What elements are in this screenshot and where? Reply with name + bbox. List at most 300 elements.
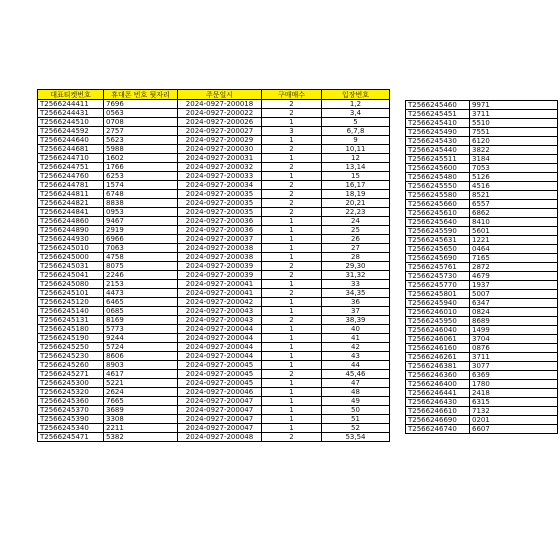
cell-phone-last-digits[interactable]: 3689 [104, 406, 178, 415]
cell-order-datetime[interactable]: 2024-0927-200035 [178, 190, 262, 199]
cell-ticket-number[interactable]: T2566246360 [406, 371, 470, 380]
cell-entry-number[interactable]: 6,7,8 [322, 127, 390, 136]
table-row [406, 353, 558, 362]
cell-phone-last-digits[interactable]: 7551 [470, 128, 558, 137]
cell-ticket-number[interactable]: T2566245010 [38, 244, 104, 253]
cell-purchase-count[interactable]: 2 [262, 181, 322, 190]
cell-phone-last-digits[interactable]: 6120 [470, 137, 558, 146]
cell-phone-last-digits[interactable]: 4617 [104, 370, 178, 379]
cell-ticket-number[interactable]: T2566245610 [406, 209, 470, 218]
cell-purchase-count[interactable]: 2 [262, 433, 322, 442]
cell-entry-number[interactable]: 13,14 [322, 163, 390, 172]
cell-ticket-number[interactable]: T2566244930 [38, 235, 104, 244]
cell-ticket-number[interactable]: T2566245770 [406, 281, 470, 290]
cell-purchase-count[interactable]: 2 [262, 190, 322, 199]
cell-entry-number[interactable]: 10,11 [322, 145, 390, 154]
cell-ticket-number[interactable]: T2566245140 [38, 307, 104, 316]
cell-purchase-count[interactable]: 1 [262, 298, 322, 307]
table-row [38, 379, 390, 388]
cell-order-datetime[interactable]: 2024-0927-200035 [178, 199, 262, 208]
cell-purchase-count[interactable]: 1 [262, 406, 322, 415]
cell-ticket-number[interactable]: T2566245451 [406, 110, 470, 119]
cell-phone-last-digits[interactable]: 7165 [470, 254, 558, 263]
cell-phone-last-digits[interactable]: 1221 [470, 236, 558, 245]
table-row [38, 190, 390, 199]
table-row [38, 244, 390, 253]
table-row [406, 272, 558, 281]
cell-purchase-count[interactable]: 1 [262, 253, 322, 262]
cell-ticket-number[interactable]: T2566244760 [38, 172, 104, 181]
cell-phone-last-digits[interactable]: 7063 [104, 244, 178, 253]
table-row [406, 344, 558, 353]
cell-phone-last-digits[interactable]: 3711 [470, 353, 558, 362]
cell-phone-last-digits[interactable]: 8606 [104, 352, 178, 361]
table-row [38, 316, 390, 325]
cell-phone-last-digits[interactable]: 5988 [104, 145, 178, 154]
cell-phone-last-digits[interactable]: 8521 [470, 191, 558, 200]
table-row [38, 406, 390, 415]
cell-order-datetime[interactable]: 2024-0927-200038 [178, 244, 262, 253]
cell-phone-last-digits[interactable]: 6748 [104, 190, 178, 199]
cell-ticket-number[interactable]: T2566244681 [38, 145, 104, 154]
cell-phone-last-digits[interactable]: 6862 [470, 209, 558, 218]
cell-entry-number[interactable]: 22,23 [322, 208, 390, 217]
cell-phone-last-digits[interactable]: 0953 [104, 208, 178, 217]
cell-entry-number[interactable]: 12 [322, 154, 390, 163]
cell-ticket-number[interactable]: T2566246381 [406, 362, 470, 371]
cell-purchase-count[interactable]: 1 [262, 172, 322, 181]
table-row [406, 416, 558, 425]
cell-phone-last-digits[interactable]: 6607 [470, 425, 558, 434]
cell-purchase-count[interactable]: 1 [262, 388, 322, 397]
cell-ticket-number[interactable]: T2566245230 [38, 352, 104, 361]
cell-purchase-count[interactable]: 1 [262, 352, 322, 361]
cell-ticket-number[interactable]: T2566245190 [38, 334, 104, 343]
cell-phone-last-digits[interactable]: 8903 [104, 361, 178, 370]
cell-ticket-number[interactable]: T2566245761 [406, 263, 470, 272]
cell-ticket-number[interactable]: T2566245410 [406, 119, 470, 128]
cell-ticket-number[interactable]: T2566245320 [38, 388, 104, 397]
cell-ticket-number[interactable]: T2566245480 [406, 173, 470, 182]
table-row [38, 154, 390, 163]
cell-entry-number[interactable]: 29,30 [322, 262, 390, 271]
cell-phone-last-digits[interactable]: 7696 [104, 100, 178, 109]
cell-purchase-count[interactable]: 2 [262, 100, 322, 109]
cell-phone-last-digits[interactable]: 8689 [470, 317, 558, 326]
cell-ticket-number[interactable]: T2566246690 [406, 416, 470, 425]
cell-phone-last-digits[interactable]: 2919 [104, 226, 178, 235]
cell-entry-number[interactable]: 45,46 [322, 370, 390, 379]
cell-purchase-count[interactable]: 2 [262, 109, 322, 118]
cell-phone-last-digits[interactable]: 0464 [470, 245, 558, 254]
cell-ticket-number[interactable]: T2566244751 [38, 163, 104, 172]
cell-order-datetime[interactable]: 2024-0927-200047 [178, 415, 262, 424]
cell-entry-number[interactable]: 20,21 [322, 199, 390, 208]
cell-phone-last-digits[interactable]: 1602 [104, 154, 178, 163]
cell-purchase-count[interactable]: 1 [262, 361, 322, 370]
cell-order-datetime[interactable]: 2024-0927-200044 [178, 343, 262, 352]
cell-phone-last-digits[interactable]: 4516 [470, 182, 558, 191]
header-purchase-count[interactable]: 구매매수 [262, 90, 322, 100]
cell-ticket-number[interactable]: T2566246430 [406, 398, 470, 407]
table-row [38, 127, 390, 136]
cell-phone-last-digits[interactable]: 6557 [470, 200, 558, 209]
cell-ticket-number[interactable]: T2566245031 [38, 262, 104, 271]
table-row [406, 407, 558, 416]
cell-entry-number[interactable]: 3,4 [322, 109, 390, 118]
cell-order-datetime[interactable]: 2024-0927-200041 [178, 289, 262, 298]
cell-ticket-number[interactable]: T2566245590 [406, 227, 470, 236]
cell-phone-last-digits[interactable]: 3704 [470, 335, 558, 344]
cell-phone-last-digits[interactable]: 5126 [470, 173, 558, 182]
cell-entry-number[interactable]: 37 [322, 307, 390, 316]
table-row [406, 371, 558, 380]
cell-phone-last-digits[interactable]: 4758 [104, 253, 178, 262]
cell-purchase-count[interactable]: 2 [262, 163, 322, 172]
cell-phone-last-digits[interactable]: 5724 [104, 343, 178, 352]
cell-order-datetime[interactable]: 2024-0927-200029 [178, 136, 262, 145]
cell-ticket-number[interactable]: T2566245080 [38, 280, 104, 289]
cell-purchase-count[interactable]: 2 [262, 208, 322, 217]
table-row [38, 289, 390, 298]
cell-ticket-number[interactable]: T2566246160 [406, 344, 470, 353]
cell-phone-last-digits[interactable]: 8410 [470, 218, 558, 227]
cell-ticket-number[interactable]: T2566245550 [406, 182, 470, 191]
cell-ticket-number[interactable]: T2566245260 [38, 361, 104, 370]
cell-ticket-number[interactable]: T2566245580 [406, 191, 470, 200]
cell-ticket-number[interactable]: T2566245000 [38, 253, 104, 262]
cell-phone-last-digits[interactable]: 5221 [104, 379, 178, 388]
table-row [406, 398, 558, 407]
cell-phone-last-digits[interactable]: 7053 [470, 164, 558, 173]
cell-phone-last-digits[interactable]: 6966 [104, 235, 178, 244]
cell-order-datetime[interactable]: 2024-0927-200043 [178, 307, 262, 316]
cell-ticket-number[interactable]: T2566244710 [38, 154, 104, 163]
cell-ticket-number[interactable]: T2566245101 [38, 289, 104, 298]
table-row [406, 326, 558, 335]
cell-ticket-number[interactable]: T2566245631 [406, 236, 470, 245]
cell-phone-last-digits[interactable]: 6347 [470, 299, 558, 308]
cell-phone-last-digits[interactable]: 6465 [104, 298, 178, 307]
cell-ticket-number[interactable]: T2566246610 [406, 407, 470, 416]
cell-order-datetime[interactable]: 2024-0927-200042 [178, 298, 262, 307]
header-order-datetime[interactable]: 주문일시 [178, 90, 262, 100]
cell-ticket-number[interactable]: T2566245950 [406, 317, 470, 326]
cell-ticket-number[interactable]: T2566245730 [406, 272, 470, 281]
cell-purchase-count[interactable]: 2 [262, 262, 322, 271]
cell-order-datetime[interactable]: 2024-0927-200045 [178, 370, 262, 379]
cell-entry-number[interactable]: 50 [322, 406, 390, 415]
cell-ticket-number[interactable]: T2566245300 [38, 379, 104, 388]
cell-ticket-number[interactable]: T2566245271 [38, 370, 104, 379]
cell-order-datetime[interactable]: 2024-0927-200027 [178, 127, 262, 136]
cell-order-datetime[interactable]: 2024-0927-200047 [178, 397, 262, 406]
cell-phone-last-digits[interactable]: 3822 [470, 146, 558, 155]
cell-phone-last-digits[interactable]: 2872 [470, 263, 558, 272]
cell-ticket-number[interactable]: T2566244411 [38, 100, 104, 109]
cell-entry-number[interactable]: 9 [322, 136, 390, 145]
cell-purchase-count[interactable]: 1 [262, 415, 322, 424]
cell-phone-last-digits[interactable]: 6315 [470, 398, 558, 407]
cell-order-datetime[interactable]: 2024-0927-200036 [178, 217, 262, 226]
cell-entry-number[interactable]: 48 [322, 388, 390, 397]
cell-order-datetime[interactable]: 2024-0927-200048 [178, 433, 262, 442]
cell-purchase-count[interactable]: 1 [262, 334, 322, 343]
table-row [406, 200, 558, 209]
cell-entry-number[interactable]: 25 [322, 226, 390, 235]
cell-phone-last-digits[interactable]: 8838 [104, 199, 178, 208]
cell-purchase-count[interactable]: 1 [262, 307, 322, 316]
cell-phone-last-digits[interactable]: 1499 [470, 326, 558, 335]
cell-phone-last-digits[interactable]: 2153 [104, 280, 178, 289]
cell-phone-last-digits[interactable]: 7665 [104, 397, 178, 406]
cell-ticket-number[interactable]: T2566244640 [38, 136, 104, 145]
cell-ticket-number[interactable]: T2566245370 [38, 406, 104, 415]
cell-order-datetime[interactable]: 2024-0927-200037 [178, 235, 262, 244]
header-phone-last-digits[interactable]: 휴대폰 번호 뒷자리 [104, 90, 178, 100]
cell-phone-last-digits[interactable]: 2757 [104, 127, 178, 136]
cell-order-datetime[interactable]: 2024-0927-200036 [178, 226, 262, 235]
cell-ticket-number[interactable]: T2566246261 [406, 353, 470, 362]
cell-order-datetime[interactable]: 2024-0927-200032 [178, 163, 262, 172]
cell-purchase-count[interactable]: 2 [262, 199, 322, 208]
cell-ticket-number[interactable]: T2566244811 [38, 190, 104, 199]
cell-ticket-number[interactable]: T2566245131 [38, 316, 104, 325]
cell-ticket-number[interactable]: T2566244431 [38, 109, 104, 118]
cell-entry-number[interactable]: 42 [322, 343, 390, 352]
cell-order-datetime[interactable]: 2024-0927-200034 [178, 181, 262, 190]
cell-ticket-number[interactable]: T2566245660 [406, 200, 470, 209]
cell-entry-number[interactable]: 28 [322, 253, 390, 262]
cell-ticket-number[interactable]: T2566245390 [38, 415, 104, 424]
cell-purchase-count[interactable]: 1 [262, 325, 322, 334]
cell-order-datetime[interactable]: 2024-0927-200018 [178, 100, 262, 109]
cell-purchase-count[interactable]: 2 [262, 145, 322, 154]
cell-ticket-number[interactable]: T2566244821 [38, 199, 104, 208]
cell-entry-number[interactable]: 41 [322, 334, 390, 343]
cell-entry-number[interactable]: 43 [322, 352, 390, 361]
cell-entry-number[interactable]: 18,19 [322, 190, 390, 199]
table-row [38, 217, 390, 226]
cell-entry-number[interactable]: 27 [322, 244, 390, 253]
cell-ticket-number[interactable]: T2566244841 [38, 208, 104, 217]
cell-phone-last-digits[interactable]: 0708 [104, 118, 178, 127]
cell-ticket-number[interactable]: T2566244592 [38, 127, 104, 136]
cell-ticket-number[interactable]: T2566244860 [38, 217, 104, 226]
cell-phone-last-digits[interactable]: 5382 [104, 433, 178, 442]
cell-phone-last-digits[interactable]: 2624 [104, 388, 178, 397]
cell-purchase-count[interactable]: 1 [262, 244, 322, 253]
cell-purchase-count[interactable]: 2 [262, 316, 322, 325]
cell-entry-number[interactable]: 31,32 [322, 271, 390, 280]
cell-purchase-count[interactable]: 1 [262, 280, 322, 289]
cell-ticket-number[interactable]: T2566245360 [38, 397, 104, 406]
cell-phone-last-digits[interactable]: 5510 [470, 119, 558, 128]
cell-purchase-count[interactable]: 3 [262, 127, 322, 136]
table-row [406, 425, 558, 434]
cell-entry-number[interactable]: 16,17 [322, 181, 390, 190]
cell-order-datetime[interactable]: 2024-0927-200046 [178, 388, 262, 397]
cell-phone-last-digits[interactable]: 0824 [470, 308, 558, 317]
cell-entry-number[interactable]: 15 [322, 172, 390, 181]
cell-phone-last-digits[interactable]: 0563 [104, 109, 178, 118]
cell-entry-number[interactable]: 47 [322, 379, 390, 388]
cell-ticket-number[interactable]: T2566245511 [406, 155, 470, 164]
cell-phone-last-digits[interactable]: 1574 [104, 181, 178, 190]
cell-purchase-count[interactable]: 1 [262, 154, 322, 163]
cell-phone-last-digits[interactable]: 1780 [470, 380, 558, 389]
cell-purchase-count[interactable]: 1 [262, 217, 322, 226]
table-row [406, 128, 558, 137]
cell-purchase-count[interactable]: 2 [262, 289, 322, 298]
cell-ticket-number[interactable]: T2566245650 [406, 245, 470, 254]
table-row [38, 145, 390, 154]
cell-phone-last-digits[interactable]: 4473 [104, 289, 178, 298]
cell-order-datetime[interactable]: 2024-0927-200045 [178, 379, 262, 388]
cell-phone-last-digits[interactable]: 7132 [470, 407, 558, 416]
cell-entry-number[interactable]: 52 [322, 424, 390, 433]
cell-entry-number[interactable]: 51 [322, 415, 390, 424]
table-row [38, 415, 390, 424]
entry-list-body [38, 100, 390, 442]
cell-purchase-count[interactable]: 1 [262, 235, 322, 244]
cell-phone-last-digits[interactable]: 8169 [104, 316, 178, 325]
cell-purchase-count[interactable]: 1 [262, 424, 322, 433]
table-row [406, 227, 558, 236]
cell-phone-last-digits[interactable]: 9971 [470, 101, 558, 110]
cell-entry-number[interactable]: 49 [322, 397, 390, 406]
cell-ticket-number[interactable]: T2566244781 [38, 181, 104, 190]
cell-order-datetime[interactable]: 2024-0927-200038 [178, 253, 262, 262]
cell-ticket-number[interactable]: T2566245120 [38, 298, 104, 307]
cell-ticket-number[interactable]: T2566246010 [406, 308, 470, 317]
cell-phone-last-digits[interactable]: 9244 [104, 334, 178, 343]
cell-order-datetime[interactable]: 2024-0927-200033 [178, 172, 262, 181]
cell-order-datetime[interactable]: 2024-0927-200039 [178, 271, 262, 280]
table-row [38, 235, 390, 244]
cell-entry-number[interactable]: 24 [322, 217, 390, 226]
cell-ticket-number[interactable]: T2566246740 [406, 425, 470, 434]
cell-order-datetime[interactable]: 2024-0927-200043 [178, 316, 262, 325]
cell-ticket-number[interactable]: T2566245490 [406, 128, 470, 137]
cell-phone-last-digits[interactable]: 9467 [104, 217, 178, 226]
cell-entry-number[interactable]: 33 [322, 280, 390, 289]
cell-order-datetime[interactable]: 2024-0927-200041 [178, 280, 262, 289]
cell-purchase-count[interactable]: 2 [262, 370, 322, 379]
cell-ticket-number[interactable]: T2566245600 [406, 164, 470, 173]
cell-order-datetime[interactable]: 2024-0927-200031 [178, 154, 262, 163]
cell-phone-last-digits[interactable]: 2418 [470, 389, 558, 398]
cell-purchase-count[interactable]: 2 [262, 271, 322, 280]
cell-purchase-count[interactable]: 1 [262, 226, 322, 235]
cell-order-datetime[interactable]: 2024-0927-200045 [178, 361, 262, 370]
cell-ticket-number[interactable]: T2566245430 [406, 137, 470, 146]
cell-ticket-number[interactable]: T2566246441 [406, 389, 470, 398]
cell-order-datetime[interactable]: 2024-0927-200044 [178, 352, 262, 361]
cell-entry-number[interactable]: 53,54 [322, 433, 390, 442]
cell-ticket-number[interactable]: T2566245940 [406, 299, 470, 308]
cell-phone-last-digits[interactable]: 0685 [104, 307, 178, 316]
cell-entry-number[interactable]: 34,35 [322, 289, 390, 298]
cell-ticket-number[interactable]: T2566246400 [406, 380, 470, 389]
cell-entry-number[interactable]: 1,2 [322, 100, 390, 109]
cell-order-datetime[interactable]: 2024-0927-200047 [178, 424, 262, 433]
cell-phone-last-digits[interactable]: 1937 [470, 281, 558, 290]
cell-order-datetime[interactable]: 2024-0927-200044 [178, 325, 262, 334]
cell-ticket-number[interactable]: T2566245180 [38, 325, 104, 334]
cell-phone-last-digits[interactable]: 1766 [104, 163, 178, 172]
cell-phone-last-digits[interactable]: 5623 [104, 136, 178, 145]
header-ticket-number[interactable]: 대표티켓번호 [38, 90, 104, 100]
cell-ticket-number[interactable]: T2566245041 [38, 271, 104, 280]
table-row [406, 362, 558, 371]
cell-ticket-number[interactable]: T2566246040 [406, 326, 470, 335]
cell-phone-last-digits[interactable]: 5601 [470, 227, 558, 236]
cell-phone-last-digits[interactable]: 0876 [470, 344, 558, 353]
cell-purchase-count[interactable]: 1 [262, 136, 322, 145]
cell-order-datetime[interactable]: 2024-0927-200022 [178, 109, 262, 118]
cell-ticket-number[interactable]: T2566244510 [38, 118, 104, 127]
cell-phone-last-digits[interactable]: 3711 [470, 110, 558, 119]
cell-phone-last-digits[interactable]: 6253 [104, 172, 178, 181]
cell-purchase-count[interactable]: 1 [262, 118, 322, 127]
cell-entry-number[interactable]: 40 [322, 325, 390, 334]
cell-entry-number[interactable]: 44 [322, 361, 390, 370]
cell-entry-number[interactable]: 26 [322, 235, 390, 244]
cell-phone-last-digits[interactable]: 0201 [470, 416, 558, 425]
cell-entry-number[interactable]: 36 [322, 298, 390, 307]
cell-ticket-number[interactable]: T2566245460 [406, 101, 470, 110]
cell-ticket-number[interactable]: T2566245471 [38, 433, 104, 442]
cell-ticket-number[interactable]: T2566245690 [406, 254, 470, 263]
cell-phone-last-digits[interactable]: 2246 [104, 271, 178, 280]
table-row [38, 307, 390, 316]
cell-purchase-count[interactable]: 1 [262, 397, 322, 406]
cell-ticket-number[interactable]: T2566244890 [38, 226, 104, 235]
cell-phone-last-digits[interactable]: 5007 [470, 290, 558, 299]
cell-ticket-number[interactable]: T2566245440 [406, 146, 470, 155]
cell-purchase-count[interactable]: 1 [262, 343, 322, 352]
cell-purchase-count[interactable]: 1 [262, 379, 322, 388]
cell-ticket-number[interactable]: T2566245640 [406, 218, 470, 227]
cell-order-datetime[interactable]: 2024-0927-200039 [178, 262, 262, 271]
cell-order-datetime[interactable]: 2024-0927-200035 [178, 208, 262, 217]
cell-entry-number[interactable]: 38,39 [322, 316, 390, 325]
header-entry-number[interactable]: 입장번호 [322, 90, 390, 100]
cell-ticket-number[interactable]: T2566245250 [38, 343, 104, 352]
cell-phone-last-digits[interactable]: 8075 [104, 262, 178, 271]
cell-entry-number[interactable]: 5 [322, 118, 390, 127]
cell-phone-last-digits[interactable]: 6369 [470, 371, 558, 380]
cell-phone-last-digits[interactable]: 3077 [470, 362, 558, 371]
cell-phone-last-digits[interactable]: 5773 [104, 325, 178, 334]
cell-order-datetime[interactable]: 2024-0927-200047 [178, 406, 262, 415]
cell-phone-last-digits[interactable]: 4679 [470, 272, 558, 281]
entry-list-table [37, 89, 390, 442]
table-row [38, 100, 390, 109]
cell-ticket-number[interactable]: T2566245801 [406, 290, 470, 299]
cell-phone-last-digits[interactable]: 3184 [470, 155, 558, 164]
cell-phone-last-digits[interactable]: 3308 [104, 415, 178, 424]
cell-order-datetime[interactable]: 2024-0927-200030 [178, 145, 262, 154]
cell-order-datetime[interactable]: 2024-0927-200026 [178, 118, 262, 127]
table-row [38, 226, 390, 235]
cell-order-datetime[interactable]: 2024-0927-200044 [178, 334, 262, 343]
cell-phone-last-digits[interactable]: 2211 [104, 424, 178, 433]
table-row [38, 298, 390, 307]
cell-ticket-number[interactable]: T2566245340 [38, 424, 104, 433]
cell-ticket-number[interactable]: T2566246061 [406, 335, 470, 344]
